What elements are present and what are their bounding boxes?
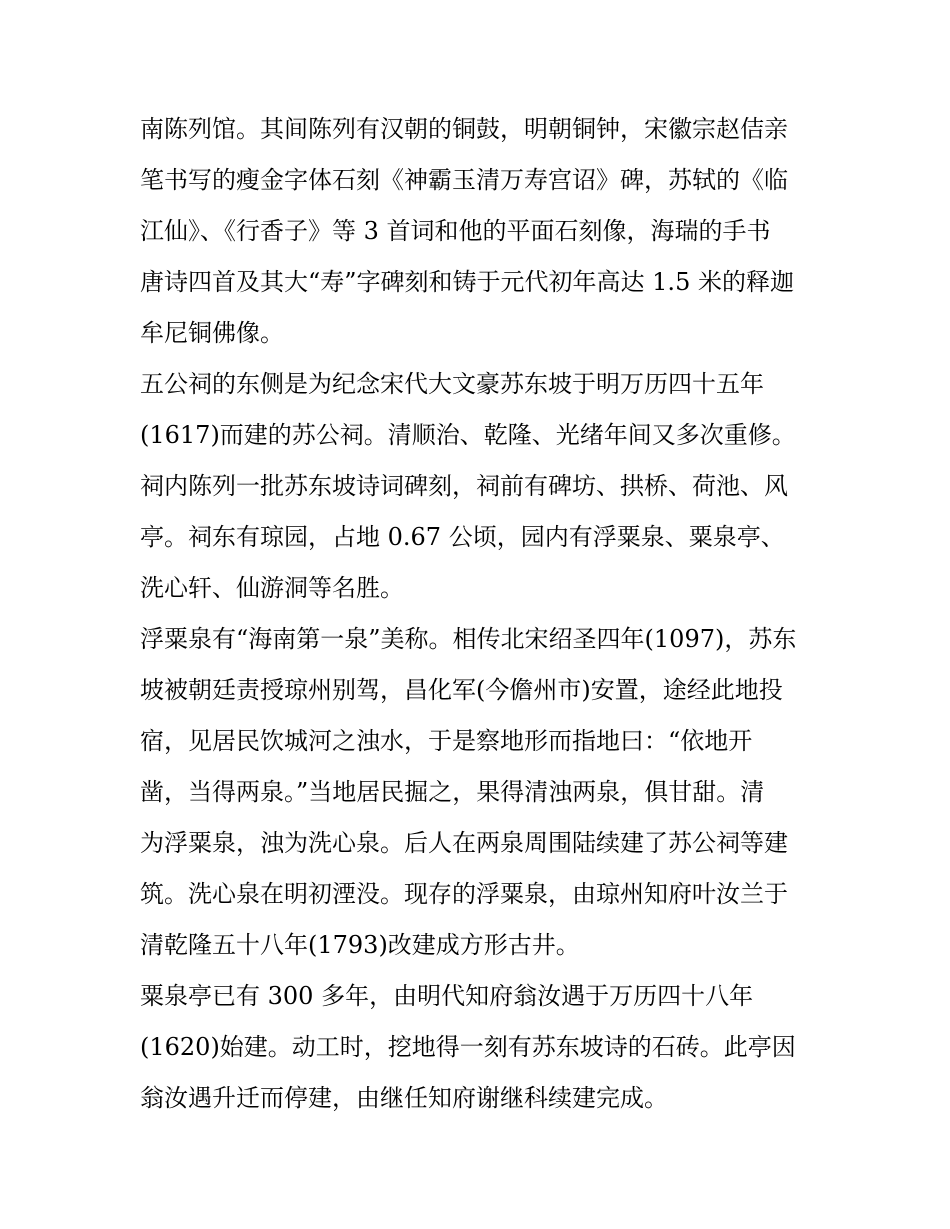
text-line: 南陈列馆。其间陈列有汉朝的铜鼓，明朝铜钟，宋徽宗赵佶亲 (140, 115, 788, 143)
text-line: 祠内陈列一批苏东坡诗词碑刻，祠前有碑坊、拱桥、荷池、风 (140, 472, 788, 500)
paragraph-2 (140, 359, 820, 614)
text-line: 粟泉亭已有 300 多年，由明代知府翁汝遇于万历四十八年 (140, 982, 754, 1010)
text-line: 坡被朝廷责授琼州别驾，昌化军(今儋州市)安置，途经此地投 (140, 676, 783, 704)
text-line: 宿，见居民饮城河之浊水，于是察地形而指地曰：“依地开 (140, 727, 753, 755)
paragraph-4 (140, 971, 820, 1124)
text-line: 浮粟泉有“海南第一泉”美称。相传北宋绍圣四年(1097)，苏东 (140, 625, 797, 653)
text-line: (1620)始建。动工时，挖地得一刻有苏东坡诗的石砖。此亭因 (140, 1033, 796, 1061)
text-line: 为浮粟泉，浊为洗心泉。后人在两泉周围陆续建了苏公祠等建 (140, 829, 788, 857)
text-line: 洗心轩、仙游洞等名胜。 (140, 574, 404, 602)
text-line: (1617)而建的苏公祠。清顺治、乾隆、光绪年间又多次重修。 (140, 421, 796, 449)
paragraph-1 (140, 104, 820, 359)
text-line: 亭。祠东有琼园，占地 0.67 公顷，园内有浮粟泉、粟泉亭、 (140, 523, 785, 551)
text-line: 五公祠的东侧是为纪念宋代大文豪苏东坡于明万历四十五年 (140, 370, 764, 398)
text-line: 凿，当得两泉。”当地居民掘之，果得清浊两泉，俱甘甜。清 (140, 778, 765, 806)
paragraph-3 (140, 614, 820, 971)
text-line: 牟尼铜佛像。 (140, 319, 284, 347)
document-body (140, 104, 820, 1124)
text-line: 江仙》、《行香子》等 3 首词和他的平面石刻像，海瑞的手书 (140, 217, 771, 245)
text-line: 翁汝遇升迁而停建，由继任知府谢继科续建完成。 (140, 1084, 668, 1112)
text-line: 清乾隆五十八年(1793)改建成方形古井。 (140, 931, 580, 959)
text-line: 筑。洗心泉在明初湮没。现存的浮粟泉，由琼州知府叶汝兰于 (140, 880, 788, 908)
text-line: 唐诗四首及其大“寿”字碑刻和铸于元代初年高达 1.5 米的释迦 (140, 268, 794, 296)
text-line: 笔书写的瘦金字体石刻《神霸玉清万寿宫诏》碑，苏轼的《临 (140, 166, 788, 194)
